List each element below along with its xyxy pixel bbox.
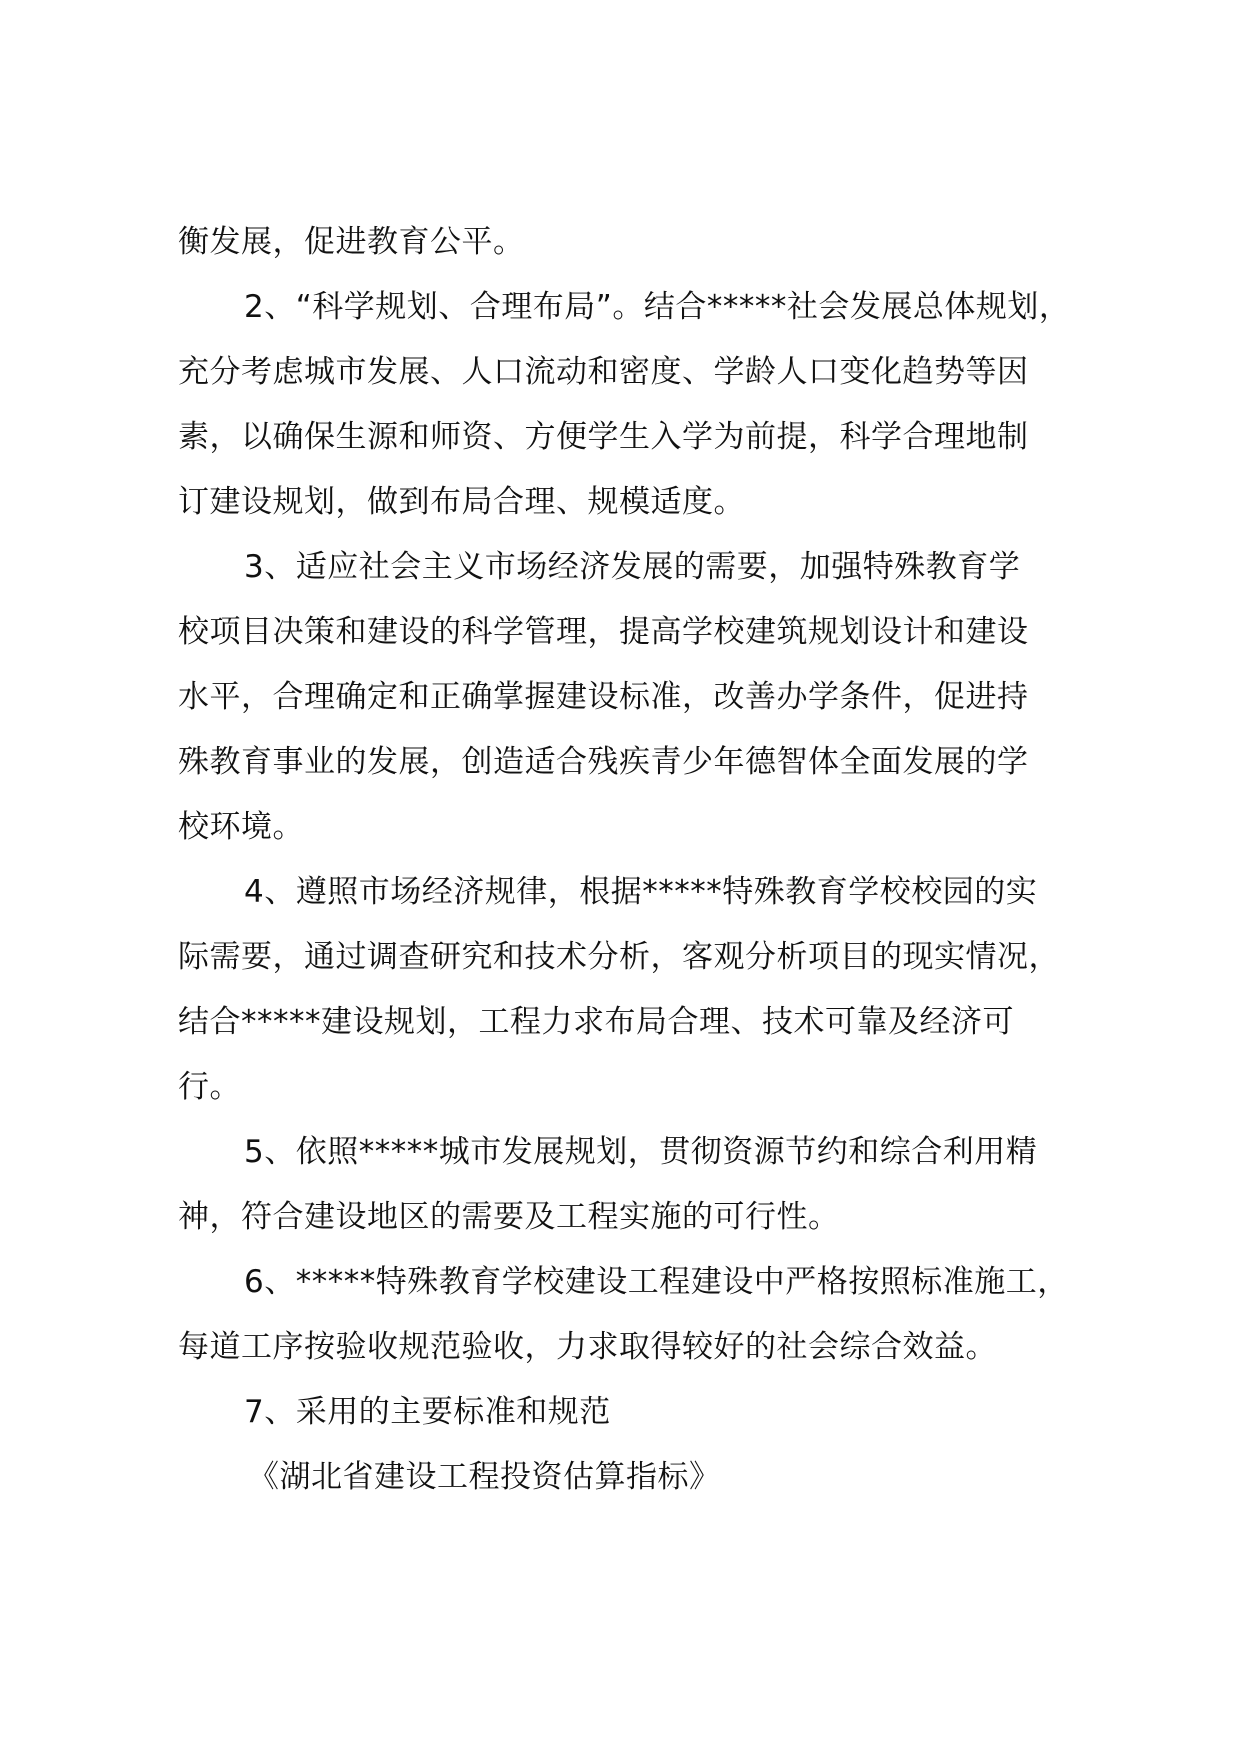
text-line: 神，符合建设地区的需要及工程实施的可行性。 (178, 1199, 840, 1235)
text-line: 校项目决策和建设的科学管理，提高学校建筑规划设计和建设 (178, 614, 1029, 650)
text-line: 殊教育事业的发展，创造适合残疾青少年德智体全面发展的学 (178, 744, 1029, 780)
text-line: 充分考虑城市发展、人口流动和密度、学龄人口变化趋势等因 (178, 354, 1029, 390)
text-line: 水平，合理确定和正确掌握建设标准，改善办学条件，促进持 (178, 679, 1029, 715)
text-line: 衡发展，促进教育公平。 (178, 224, 525, 260)
text-line: 2、“科学规划、合理布局”。结合*****社会发展总体规划， (244, 289, 1071, 325)
text-line: 5、依照*****城市发展规划，贯彻资源节约和综合利用精 (244, 1134, 1038, 1170)
text-line: 结合*****建设规划，工程力求布局合理、技术可靠及经济可 (178, 1004, 1014, 1040)
text-line: 每道工序按验收规范验收，力求取得较好的社会综合效益。 (178, 1329, 997, 1365)
text-line: 6、*****特殊教育学校建设工程建设中严格按照标准施工， (244, 1264, 1069, 1300)
text-line: 7、采用的主要标准和规范 (244, 1394, 611, 1430)
text-line: 订建设规划，做到布局合理、规模适度。 (178, 484, 745, 520)
text-line: 校环境。 (178, 809, 304, 845)
text-line: 《湖北省建设工程投资估算指标》 (248, 1459, 721, 1495)
text-line: 3、适应社会主义市场经济发展的需要，加强特殊教育学 (244, 549, 1021, 585)
text-line: 行。 (178, 1069, 241, 1105)
document-page (178, 210, 1078, 1510)
text-line: 4、遵照市场经济规律，根据*****特殊教育学校校园的实 (244, 874, 1038, 910)
text-line: 素，以确保生源和师资、方便学生入学为前提，科学合理地制 (178, 419, 1029, 455)
text-line: 际需要，通过调查研究和技术分析，客观分析项目的现实情况， (178, 939, 1060, 975)
